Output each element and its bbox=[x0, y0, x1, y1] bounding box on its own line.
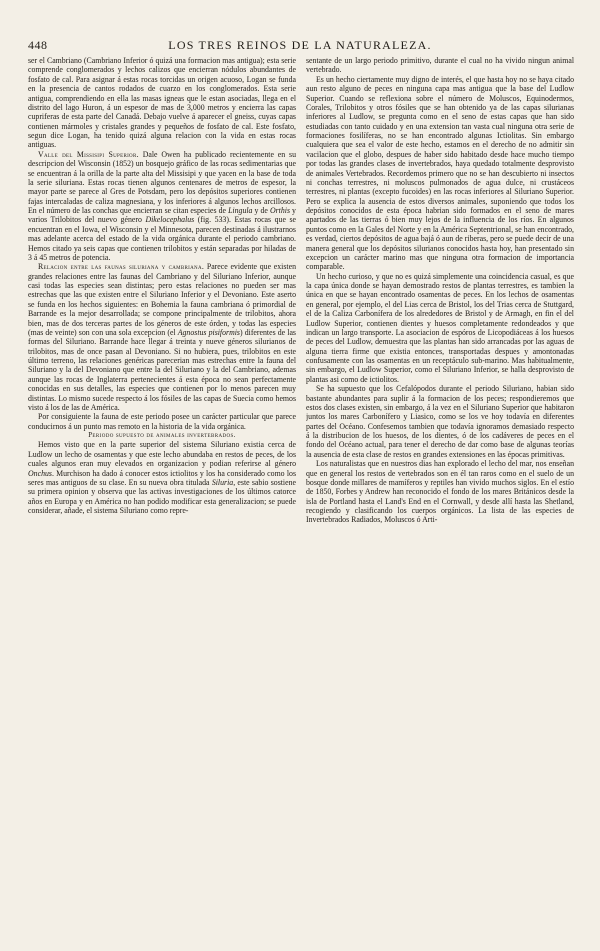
running-title: LOS TRES REINOS DE LA NATURALEZA. bbox=[168, 38, 432, 52]
paragraph: Hemos visto que en la parte superior del sistema Siluriano existia cerca de Ludlow un lecho de osamentas y que este lecho abundaba en restos de peces, de los cuales algunos eran muy elevados en organizacion y podian referirse al género Onchus. Murchison ha dado á conocer estos ictiolitos y los ha considerado como los seres mas antiguos de su clase. En su nueva obra titulada Siluria, este sabio sostiene su primera opinion y observa que las activas investigaciones de los últimos catorce años en Europa y en América no han podido modificar esta generalizacion; se puede considerar, añade, el sistema Siluriano como repre- bbox=[28, 440, 296, 515]
text-columns bbox=[28, 56, 574, 935]
paragraph: Los naturalistas que en nuestros dias han explorado el lecho del mar, nos enseñan que en general los restos de vertebrados son en él tan raros como en el suelo de un bosque donde millares de mamíferos y reptiles han vivido muchos siglos. En el estío de 1850, Forbes y Andrew han reconocido el fondo de los mares Británicos desde la isla de Portland hasta el Land's End en el Cornwall, y desde allí hasta las Shetland, recogiendo y clasificando los cuerpos orgánicos. La lista de las especies de Invertebrados Radiados, Moluscos ó Arti- bbox=[306, 459, 574, 525]
section-run-in-heading: Relacion entre las faunas siluriana y cambriana. bbox=[38, 262, 205, 272]
section-run-in-heading: Valle del Missisipi Superior. bbox=[38, 149, 139, 159]
paragraph: Por consiguiente la fauna de este periodo posee un carácter particular que parece conducirnos á un punto mas remoto en la historia de la vida orgánica. bbox=[28, 412, 296, 431]
left-column bbox=[28, 56, 296, 935]
paragraph: Un hecho curioso, y que no es quizá simplemente una coincidencia casual, es que la capa única donde se hayan demostrado restos de plantas terrestres, es tambien la única en que se hayan encontrado osamentas de peces. En los lechos de osamentas en general, por ejemplo, el del Lias cerca de Bristol, los del Trias cerca de Stuttgard, el de la Caliza Carbonífera de los alrededores de Bristol y de Armagh, en fin el del Ludlow Superior, contienen dientes y huesos completamente redondeados y que indican un largo transporte. La asociacion de espóros de Licopodiáceas á los huesos de peces del Ludlow, demuestra que las plantas han sido arrancadas por las aguas de alguna tierra firme que existia entonces, transportadas despues y amontonadas confusamente con las osamentas en un receptáculo sub-marino. Mas habitualmente, sin embargo, el Ludlow Superior, como el Siluriano Inferior, se halla desprovisto de plantas asi como de ictiolitos. bbox=[306, 271, 574, 384]
paragraph: ser el Cambriano (Cambriano Inferior ó quizá una formacion mas antigua); esta serie comprende conglomerados y lechos calizos que encierran nódulos abundantes de fosfato de cal. Para asignar á estas rocas torcidas un origen acuoso, Logan se funda en la presencia de cantos rodados de cuarzo en los conglomerados. Esta serie antigua, comprendiendo en ella las masas igneas que le estan asociadas, llega en el distrito del lago Huron, á un espesor de mas de 3,000 metros y encierra las capas cupriferas de esta parte del Canadá. Debajo vuelve á aparecer el gneiss, cuyas capas contienen mármoles y cristales grandes y pequeños de fosfato de cal. Este fosfato, segun dice Logan, ha tenido quizá alguna relacion con la vida en estas rocas antiguas. bbox=[28, 56, 296, 150]
paragraph: sentante de un largo periodo primitivo, durante el cual no ha vivido ningun animal vertebrado. bbox=[306, 56, 574, 75]
paragraph: Se ha supuesto que los Cefalópodos durante el periodo Siluriano, habian sido bastante abundantes para suplir á la formacion de los peces; respondieremos que estos dos clases existen, sin embargo, á la vez en el Siluriano Superior que habitaron juntos los mares Carbonífero y Liasico, como se los ve hoy todavía en diferentes partes del Océano. Confesemos tambien que todavía ignoramos demasiado respecto á la distribucion de los huesos, de los dientes, ó de los cadáveres de peces en el fondo del Océano actual, para tener el derecho de dar como base de algunas teorías la ausencia de esta clase de restos en grandes extensiones en las épocas primitivas. bbox=[306, 384, 574, 459]
page-header bbox=[28, 38, 572, 54]
page-number: 448 bbox=[28, 38, 48, 52]
paragraph: Relacion entre las faunas siluriana y cambriana. Parece evidente que existen grandes relaciones entre las faunas del Cambriano y del Siluriano Inferior, aunque casi todas las especies sean distintas; pero estas relaciones no pueden ser mas estrechas que las que existen entre el Siluriano Inferior y el Devoniano. Este aserto se funda en los hechos siguientes: en Bohemia la fauna cambriana ó primordial de Barrande es la mejor desarrollada; se compone principalmente de trilobitos, ahora bien, mas de dos terceras partes de los géneros de este órden, y todas las especies (mas de veinte) son con una sola excepcion (el Agnostus pisiformis) diferentes de las formas del Siluriano. Barrande hace llegar á treinta y nueve géneros silurianos de trilobitos, mas de once pasan al Devoniano. Si no hubiera, pues, trilobitos en este último terreno, las relaciones genéricas parecerian mas estrechas entre la fauna del Siluriano y la del Devoniano que entre la del Siluriano y la del Cambriano, ademas aunque las rocas de Inglaterra pertenecientes á esta época no sean perfectamente conocidas en sus detalles, las especies que contienen por lo menos parecen muy distintas. Lo mismo sucede respecto á los fósiles de las capas de Suecia como hemos visto á los de las de América. bbox=[28, 262, 296, 412]
paragraph: Es un hecho ciertamente muy digno de interés, el que hasta hoy no se haya citado aun resto alguno de peces en ninguna capa mas antigua que la base del Ludlow Superior. Cuando se reflexiona sobre el número de Moluscos, Equinodermos, Corales, Trilobitos y otros fósiles que se han obtenido ya de las capas silurianas inferiores al Ludlow, se pregunta como en el seno de estas capas que han sido estudiadas con tanto cuidado y en una extension tan vasta cual ninguna otra serie de formaciones fosilíferas, no se han encontrado algunas Ictiolitas. Sin embargo cualquiera que sea el valor de este hecho, estamos en el derecho de no admitir sin vacilacion que el globo, despues de haber sido habitado desde hace mucho tiempo por todas las grandes clases de invertebrados, haya quedado totalmente desprovisto de animales Vertebrados. Recordemos primero que no se han descubierto ni insectos ni conchas terrestres, ni moluscos pulmonados de agua dulce, ni crustáceos terrestres, ni plantas (excepto fucoides) en las rocas inferiores al Siluriano Superior. Pero se explica la ausencia de estos diversos animales, suponiendo que todos los depósitos conocidos de esta época habrian sido formados en el seno de mares apartados de las tierras ó bien muy lejos de la influencia de los ríos. En algunos puntos como en la Gales del Norte y en la América Septentrional, se han encontrado, es verdad, ciertos depósitos de agua bajá ó aun de riberas, pero se puede decir de una manera general que los depósitos silurianos conocidos hasta hoy, han presentado sin excepcion un carácter marino mas que ninguna otra formacion de importancia comparable. bbox=[306, 74, 574, 272]
section-heading: Periodo supuesto de animales invertebrados. bbox=[88, 432, 236, 439]
right-column bbox=[306, 56, 574, 935]
paragraph: Valle del Missisipi Superior. Dale Owen ha publicado recientemente en su descripcion del Wisconsin (1852) un bosquejo gráfico de las rocas sedimentarias que se encuentran á la orilla de la parte alta del Missisipi y que yacen en la base de toda la serie siluriana. Estas rocas tienen algunos centenares de metros de espesor, la mayor parte se parece al Gres de Potsdam, pero los depósitos superiores contienen fajas intercaladas de caliza magnesiana, y los inferiores á algunos lechos arcillosos. En el número de las conchas que encierran se citan especies de Lingula y de Orthis y varios Trilobitos del nuevo género Dikelocephalus (fig. 533). Estas rocas que se encuentran en el Iowa, el Wisconsin y el Minnesota, parecen destinadas á ilustrarnos mas adelante acerca del estado de la vida orgánica durante el periodo cambriano. Hemos citado ya seis capas que contienen trilobitos y están separadas por hiladas de 3 á 45 metros de potencia. bbox=[28, 149, 296, 262]
